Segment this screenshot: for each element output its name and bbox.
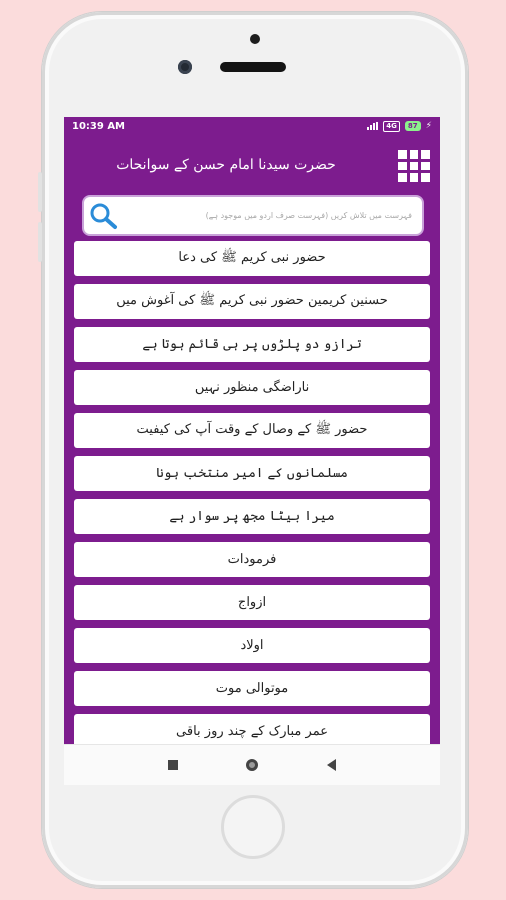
chapter-list — [74, 241, 430, 749]
grid-menu-icon[interactable] — [398, 150, 430, 182]
signal-icon — [367, 122, 378, 130]
earpiece-speaker — [220, 62, 286, 72]
system-nav-bar — [64, 744, 440, 785]
list-item[interactable]: ترازو دو پلڑوں پر ہی قائم ہوتا ہے — [74, 327, 430, 362]
list-item[interactable]: مسلمانوں کے امیر منتخب ہونا — [74, 456, 430, 491]
home-button[interactable] — [221, 795, 285, 859]
content-area — [64, 195, 440, 747]
status-bar — [64, 117, 440, 135]
app-screen — [64, 117, 440, 785]
sensor-icon — [178, 60, 192, 74]
status-indicators — [367, 121, 432, 132]
list-item[interactable]: اولاد — [74, 628, 430, 663]
recent-apps-icon[interactable] — [168, 760, 178, 770]
list-item[interactable]: فرمودات — [74, 542, 430, 577]
search-icon[interactable] — [84, 202, 124, 230]
list-item[interactable]: حضور نبی کریم ﷺ کی دعا — [74, 241, 430, 276]
app-title: حضرت سیدنا امام حسن کے سوانحات — [116, 157, 336, 173]
list-item[interactable]: حسنین کریمین حضور نبی کریم ﷺ کی آغوش میں — [74, 284, 430, 319]
back-icon[interactable] — [327, 759, 336, 771]
network-badge: 4G — [383, 121, 400, 132]
list-item[interactable]: ناراضگی منظور نہیں — [74, 370, 430, 405]
charging-icon: ⚡ — [425, 121, 432, 131]
search-input[interactable] — [124, 200, 422, 232]
volume-button — [38, 172, 42, 212]
list-item[interactable]: حضور ﷺ کے وصال کے وقت آپ کی کیفیت — [74, 413, 430, 448]
list-item[interactable]: عمر مبارک کے چند روز باقی — [74, 714, 430, 749]
app-bar — [64, 135, 440, 195]
list-item[interactable]: میرا بیٹا مجھ پر سوار ہے — [74, 499, 430, 534]
home-nav-icon[interactable] — [246, 759, 258, 771]
volume-button — [38, 222, 42, 262]
front-camera-icon — [250, 34, 260, 44]
list-item[interactable]: موتوالی موت — [74, 671, 430, 706]
status-time: 10:39 AM — [72, 120, 126, 132]
list-item[interactable]: ازواج — [74, 585, 430, 620]
search-box — [82, 195, 424, 236]
battery-icon: 87 — [405, 121, 421, 131]
